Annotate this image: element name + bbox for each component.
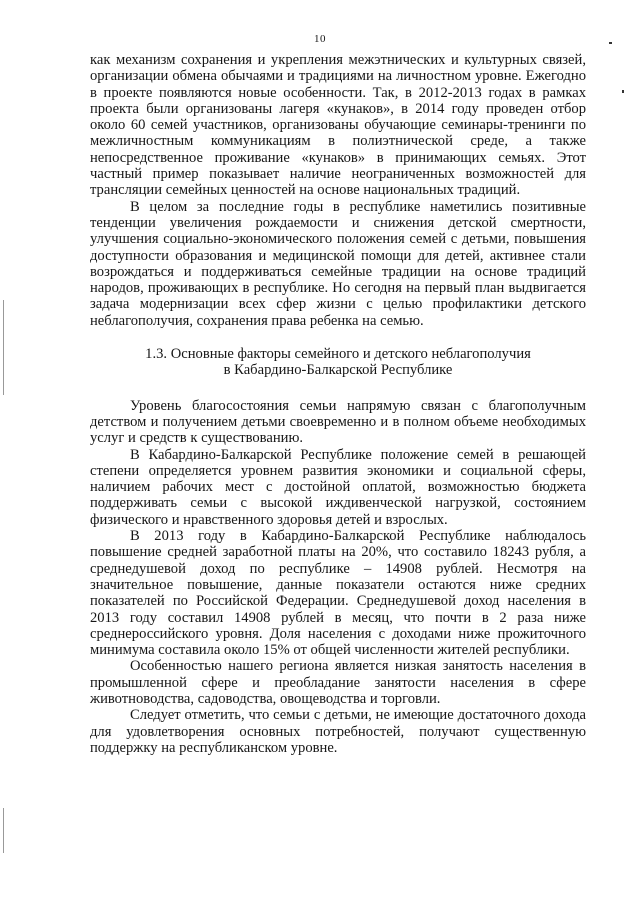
paragraph-continuation: как механизм сохранения и укрепления межэтнических и культурных связей, организации обмена обычаями и традициями на личностном уровне. Ежегодно в проекте появляются новые особенности. Так, в 2012-2013 годах в рамках проекта были организованы лагеря «кунаков», в 2014 году проведен отбор около 60 семей участников, организованы обучающие семинары-тренинги по межличностным коммуникациям в полиэтнической среде, а также непосредственное проживание «кунаков» в принимающих семьях. Этот частный пример показывает наличие неограниченных возможностей для трансляции семейных ценностей на основе национальных традиций. bbox=[90, 52, 586, 199]
document-body bbox=[90, 52, 586, 756]
section-heading bbox=[90, 346, 586, 379]
section-heading-line-1: 1.3. Основные факторы семейного и детского неблагополучия bbox=[145, 346, 531, 363]
section-heading-line-2: в Кабардино-Балкарской Республике bbox=[223, 362, 453, 379]
scan-mark-right bbox=[622, 90, 624, 93]
scan-edge-left-bottom bbox=[3, 808, 4, 853]
paragraph: Следует отметить, что семьи с детьми, не имеющие достаточного дохода для удовлетворения основных потребностей, получают существенную поддержку на республиканском уровне. bbox=[90, 707, 586, 756]
paragraph: Особенностью нашего региона является низкая занятость населения в промышленной сфере и преобладание занятости населения в сфере животноводства, садоводства, овощеводства и торговли. bbox=[90, 658, 586, 707]
paragraph: В целом за последние годы в республике наметились позитивные тенденции увеличения рождаемости и снижения детской смертности, улучшения социально-экономического положения семей с детьми, повышения доступности образования и медицинской помощи для детей, активнее стали возрождаться и поддерживаться семейные традиции на основе традиций народов, проживающих в республике. Но сегодня на первый план выдвигается задача модернизации всех сфер жизни с целью профилактики детского неблагополучия, сохранения права ребенка на семью. bbox=[90, 198, 586, 329]
paragraph: В Кабардино-Балкарской Республике положение семей в решающей степени определяется уровнем развития экономики и социальной сферы, наличием рабочих мест с достойной оплатой, возможностью бюджета поддерживать семьи с высокой иждивенческой нагрузкой, состоянием физического и нравственного здоровья детей и взрослых. bbox=[90, 446, 586, 528]
page-number: 10 bbox=[314, 33, 326, 45]
scan-edge-left bbox=[3, 300, 4, 395]
scan-mark-top-right bbox=[609, 42, 612, 44]
paragraph: В 2013 году в Кабардино-Балкарской Республике наблюдалось повышение средней заработной платы на 20%, что составило 18243 рубля, а среднедушевой доход по республике – 14908 рублей. Несмотря на значительное повышение, данные показатели остаются ниже средних показателей по Российской Федерации. Среднедушевой доход населения в 2013 году составил 14908 рублей в месяц, что почти в 2 раза ниже среднероссийского уровня. Доля населения с доходами ниже прожиточного минимума составила около 15% от общей численности жителей республики. bbox=[90, 528, 586, 659]
paragraph: Уровень благосостояния семьи напрямую связан с благополучным детством и получением детьми своевременно и в полном объеме необходимых услуг и средств к существованию. bbox=[90, 397, 586, 447]
